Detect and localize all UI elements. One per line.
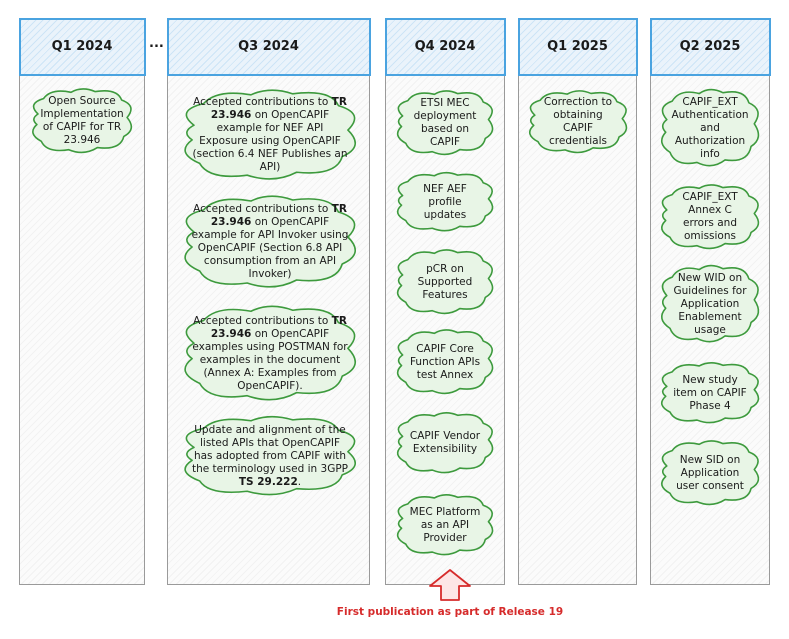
milestone-text: CAPIF_EXT Authentication and Authorization info [671,95,749,160]
column-header [19,18,146,76]
milestone-text: Update and alignment of the listed APIs that OpenCAPIF has adopted from CAPIF with the terminology used in 3GPP TS 29.222. [191,423,349,488]
milestone-cloud [392,170,498,234]
milestone-text: CAPIF Vendor Extensibility [409,430,481,455]
milestone-cloud [656,360,764,426]
milestone-text: NEF AEF profile updates [423,182,467,221]
ellipsis: ... [149,36,164,51]
column-header [385,18,506,76]
milestone-cloud [656,438,764,508]
milestone-cloud [27,86,137,156]
milestone-text: Accepted contributions to TR 23.946 on OpenCAPIF example for API Invoker using OpenCAPIF (Section 6.8 API consumption from an API Invoker) [191,203,349,280]
column-header [650,18,771,76]
milestone-cloud [656,182,764,252]
up-arrow-icon [428,568,472,602]
column-title: Q1 2024 [51,39,113,54]
milestone-text: MEC Platform as an API Provider [409,505,481,544]
milestone-cloud [392,247,498,317]
milestone-text: Open Source Implementation of CAPIF for TR 23.946 [40,95,124,146]
milestone-text: CAPIF Core Function APIs test Annex [409,342,481,381]
milestone-cloud [392,327,498,397]
milestone-text: Correction to obtaining CAPIF credentials [543,96,613,147]
milestone-text: CAPIF_EXT Annex C errors and omissions [682,191,738,242]
milestone-cloud [524,88,632,156]
milestone-cloud [175,86,365,184]
column-title: Q1 2025 [547,39,608,54]
milestone-text: pCR on Supported Features [417,262,473,301]
milestone-cloud [656,262,764,346]
column-title: Q2 2025 [679,39,741,54]
milestone-cloud [392,88,498,158]
milestone-text: Accepted contributions to TR 23.946 on OpenCAPIF example for NEF API Exposure using OpenCAPIF (section 6.4 NEF Publishes an API) [192,96,348,173]
milestone-text: New WID on Guidelines for Application Enablement usage [673,271,747,336]
column-header [518,18,638,76]
milestone-cloud [392,410,498,476]
milestone-cloud [175,192,365,292]
milestone-cloud [656,86,764,170]
column-title: Q4 2024 [414,39,476,54]
milestone-cloud [175,413,365,499]
milestone-text: New SID on Application user consent [676,453,744,492]
release-caption: First publication as part of Release 19 [336,606,564,618]
milestone-text: New study item on CAPIF Phase 4 [673,373,747,412]
column-title: Q3 2024 [238,39,299,54]
milestone-cloud [392,492,498,558]
milestone-cloud [175,302,365,405]
milestone-text: Accepted contributions to TR 23.946 on OpenCAPIF examples using POSTMAN for examples in the document (Annex A: Examples from OpenCAPIF). [192,314,348,392]
column-header [167,18,371,76]
milestone-text: ETSI MEC deployment based on CAPIF [413,97,477,148]
